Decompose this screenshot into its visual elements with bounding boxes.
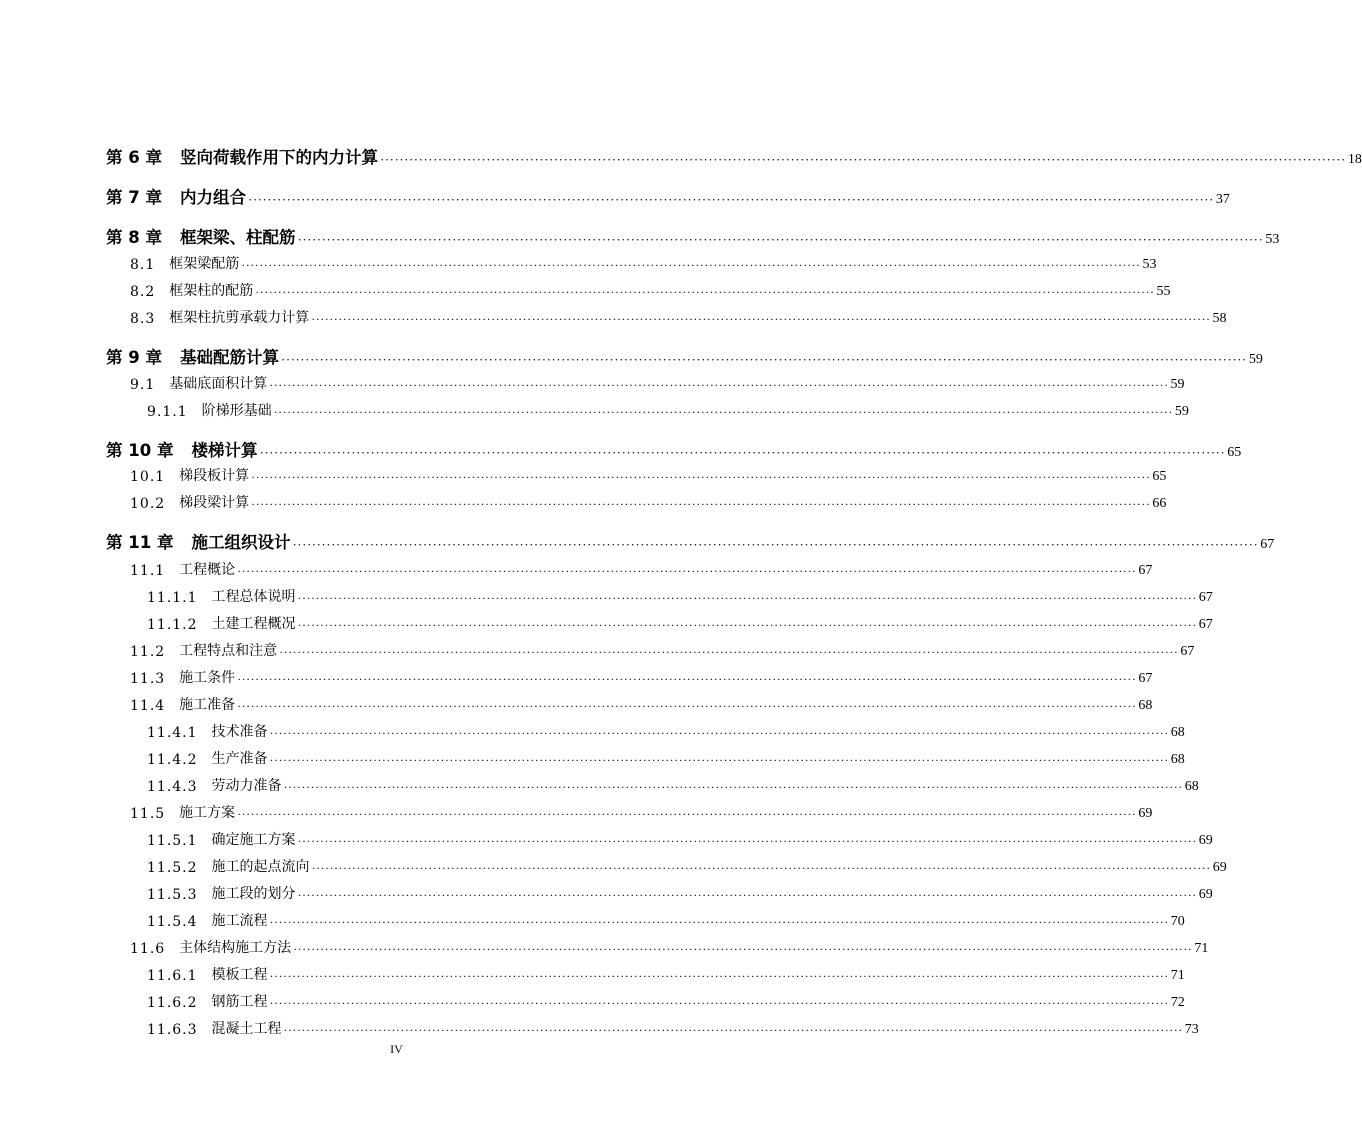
toc-entry-number: 11.5.3 [147, 887, 198, 903]
toc-entry-title: 混凝土工程 [211, 1021, 282, 1037]
toc-entry-number: 11.6.1 [147, 968, 198, 984]
toc-entry-page: 68 [1184, 779, 1199, 794]
toc-entry-number: 11.6.2 [147, 995, 198, 1011]
toc-entry-title: 施工的起点流向 [211, 859, 310, 875]
dot-leader: ········································································································································································································ [251, 497, 1151, 511]
dot-leader: ········································································································································································································ [241, 258, 1141, 272]
toc-entry[interactable] [147, 769, 1199, 795]
toc-entry[interactable] [147, 850, 1227, 876]
dot-leader: ········································································································································································································ [293, 942, 1193, 956]
toc-entry[interactable] [130, 796, 1153, 822]
toc-entry-title: 梯段梁计算 [179, 495, 250, 511]
toc-entry-title: 阶梯形基础 [201, 403, 272, 419]
toc-entry[interactable] [106, 138, 1362, 168]
toc-entry-page: 18 [1347, 152, 1362, 167]
dot-leader: ········································································································································································································ [297, 888, 1197, 902]
toc-entry[interactable] [130, 301, 1227, 327]
toc-entry-number: 第 11 章 [106, 533, 174, 552]
toc-entry[interactable] [147, 823, 1213, 849]
toc-entry-page: 67 [1260, 537, 1275, 552]
toc-entry-title: 确定施工方案 [211, 832, 296, 848]
toc-entry-page: 70 [1170, 914, 1185, 929]
toc-entry-page: 69 [1212, 860, 1227, 875]
toc-entry[interactable] [147, 904, 1185, 930]
toc-entry-page: 53 [1265, 232, 1280, 247]
dot-leader: ········································································································································································································ [297, 618, 1197, 632]
dot-leader: ········································································································································································································ [259, 445, 1226, 460]
toc-entry-title: 生产准备 [211, 751, 268, 767]
toc-entry-page: 73 [1184, 1022, 1199, 1037]
toc-entry-number: 11.4 [130, 698, 166, 714]
toc-entry[interactable] [106, 523, 1275, 553]
dot-leader: ········································································································································································································ [273, 405, 1173, 419]
toc-entry-number: 11.5.4 [147, 914, 198, 930]
toc-entry[interactable] [147, 958, 1185, 984]
toc-entry-number: 11.5.2 [147, 860, 198, 876]
toc-entry[interactable] [147, 394, 1189, 420]
dot-leader: ········································································································································································································ [255, 285, 1155, 299]
toc-entry[interactable] [130, 247, 1157, 273]
dot-leader: ········································································································································································································ [269, 915, 1169, 929]
dot-leader: ········································································································································································································ [311, 312, 1211, 326]
toc-entry-title: 楼梯计算 [191, 441, 258, 460]
toc-entry-number: 11.5 [130, 806, 166, 822]
toc-entry-title: 框架柱抗剪承载力计算 [169, 310, 310, 326]
toc-entry-title: 模板工程 [211, 967, 268, 983]
toc-entry-number: 8.2 [130, 284, 156, 300]
toc-entry-title: 主体结构施工方法 [179, 940, 292, 956]
toc-entry[interactable] [147, 985, 1185, 1011]
dot-leader: ········································································································································································································ [237, 564, 1137, 578]
toc-entry-title: 框架梁配筋 [169, 256, 240, 272]
toc-entry-title: 钢筋工程 [211, 994, 268, 1010]
dot-leader: ········································································································································································································ [269, 969, 1169, 983]
dot-leader: ········································································································································································································ [237, 699, 1137, 713]
toc-entry[interactable] [147, 715, 1185, 741]
toc-entry-number: 11.1.1 [147, 590, 198, 606]
toc-entry-title: 框架柱的配筋 [169, 283, 254, 299]
toc-entry-title: 工程概论 [179, 562, 236, 578]
toc-entry-page: 59 [1248, 352, 1263, 367]
dot-leader: ········································································································································································································ [283, 1023, 1183, 1037]
toc-entry-title: 施工条件 [179, 670, 236, 686]
toc-entry-page: 72 [1170, 995, 1185, 1010]
toc-entry-title: 劳动力准备 [211, 778, 282, 794]
toc-entry-title: 框架梁、柱配筋 [179, 228, 296, 247]
dot-leader: ········································································································································································································ [269, 753, 1169, 767]
toc-entry-page: 69 [1198, 833, 1213, 848]
toc-entry-number: 8.1 [130, 257, 156, 273]
dot-leader: ········································································································································································································ [297, 232, 1264, 247]
toc-entry-page: 68 [1170, 725, 1185, 740]
toc-entry[interactable] [130, 459, 1167, 485]
toc-entry-number: 第 8 章 [106, 228, 162, 247]
toc-entry-page: 67 [1180, 644, 1195, 659]
dot-leader: ········································································································································································································ [283, 780, 1183, 794]
toc-entry[interactable] [130, 688, 1153, 714]
toc-entry-number: 11.4.3 [147, 779, 198, 795]
toc-entry-page: 66 [1152, 496, 1167, 511]
toc-entry-number: 11.2 [130, 644, 166, 660]
toc-entry[interactable] [130, 274, 1171, 300]
toc-entry[interactable] [130, 367, 1185, 393]
toc-entry-title: 施工段的划分 [211, 886, 296, 902]
toc-entry-title: 梯段板计算 [179, 468, 250, 484]
toc-entry-page: 67 [1138, 563, 1153, 578]
toc-entry-page: 67 [1138, 671, 1153, 686]
toc-entry-title: 土建工程概况 [211, 616, 296, 632]
toc-entry[interactable] [130, 931, 1209, 957]
dot-leader: ········································································································································································································ [251, 470, 1151, 484]
toc-entry-page: 71 [1194, 941, 1209, 956]
toc-entry-page: 65 [1227, 445, 1242, 460]
toc-entry-page: 59 [1170, 377, 1185, 392]
toc-entry-number: 10.1 [130, 469, 166, 485]
dot-leader: ········································································································································································································ [269, 378, 1169, 392]
toc-entry-page: 68 [1170, 752, 1185, 767]
toc-entry-number: 第 9 章 [106, 348, 162, 367]
dot-leader: ········································································································································································································ [269, 996, 1169, 1010]
toc-entry-number: 11.6 [130, 941, 166, 957]
toc-entry-title: 工程总体说明 [211, 589, 296, 605]
toc-entry-title: 竖向荷载作用下的内力计算 [179, 148, 378, 167]
toc-entry-number: 9.1.1 [147, 404, 188, 420]
dot-leader: ········································································································································································································ [379, 152, 1346, 167]
toc-entry-title: 施工组织设计 [191, 533, 291, 552]
toc-entry-page: 37 [1215, 192, 1230, 207]
dot-leader: ········································································································································································································ [247, 192, 1214, 207]
toc-entry-page: 69 [1198, 887, 1213, 902]
toc-entry-page: 58 [1212, 311, 1227, 326]
toc-entry[interactable] [106, 218, 1280, 248]
toc-entry-title: 施工准备 [179, 697, 236, 713]
toc-entry-title: 施工方案 [179, 805, 236, 821]
toc-entry-number: 第 7 章 [106, 188, 162, 207]
toc-entry-title: 施工流程 [211, 913, 268, 929]
toc-entry-number: 第 10 章 [106, 441, 174, 460]
toc-entry[interactable] [130, 634, 1195, 660]
toc-entry-number: 11.1 [130, 563, 166, 579]
toc-entry-page: 65 [1152, 469, 1167, 484]
toc-entry[interactable] [106, 338, 1263, 368]
toc-entry-number: 9.1 [130, 377, 156, 393]
toc-entry[interactable] [147, 877, 1213, 903]
dot-leader: ········································································································································································································ [269, 726, 1169, 740]
dot-leader: ········································································································································································································ [280, 352, 1247, 367]
toc-entry-number: 11.6.3 [147, 1022, 198, 1038]
toc-entry[interactable] [106, 178, 1230, 208]
toc-entry-number: 11.3 [130, 671, 166, 687]
toc-entry-number: 第 6 章 [106, 148, 162, 167]
toc-entry-page: 67 [1198, 617, 1213, 632]
toc-entry-number: 8.3 [130, 311, 156, 327]
toc-entry-title: 基础配筋计算 [179, 348, 279, 367]
dot-leader: ········································································································································································································ [279, 645, 1179, 659]
dot-leader: ········································································································································································································ [237, 807, 1137, 821]
toc-entry[interactable] [130, 661, 1153, 687]
toc-entry-page: 59 [1174, 404, 1189, 419]
toc-entry[interactable] [130, 553, 1153, 579]
toc-entry-title: 技术准备 [211, 724, 268, 740]
toc-entry-page: 67 [1198, 590, 1213, 605]
toc-entry[interactable] [106, 431, 1242, 461]
toc-entry-title: 内力组合 [179, 188, 246, 207]
dot-leader: ········································································································································································································ [311, 861, 1211, 875]
toc-entry[interactable] [147, 580, 1213, 606]
dot-leader: ········································································································································································································ [297, 834, 1197, 848]
toc-entry-number: 10.2 [130, 496, 166, 512]
toc-entry-page: 55 [1156, 284, 1171, 299]
toc-entry-title: 基础底面积计算 [169, 376, 268, 392]
toc-entry-title: 工程特点和注意 [179, 643, 278, 659]
toc-entry-page: 69 [1138, 806, 1153, 821]
toc-entry-page: 68 [1138, 698, 1153, 713]
toc-entry-number: 11.1.2 [147, 617, 198, 633]
toc-entry-number: 11.5.1 [147, 833, 198, 849]
page-number: IV [390, 1042, 403, 1056]
toc-entry-number: 11.4.2 [147, 752, 198, 768]
toc-entry-page: 53 [1142, 257, 1157, 272]
dot-leader: ········································································································································································································ [237, 672, 1137, 686]
toc-entry[interactable] [147, 607, 1213, 633]
dot-leader: ········································································································································································································ [292, 537, 1259, 552]
toc-entry[interactable] [147, 1012, 1199, 1038]
toc-entry[interactable] [130, 486, 1167, 512]
toc-entry[interactable] [147, 742, 1185, 768]
toc-entry-page: 71 [1170, 968, 1185, 983]
toc-entry-number: 11.4.1 [147, 725, 198, 741]
dot-leader: ········································································································································································································ [297, 591, 1197, 605]
